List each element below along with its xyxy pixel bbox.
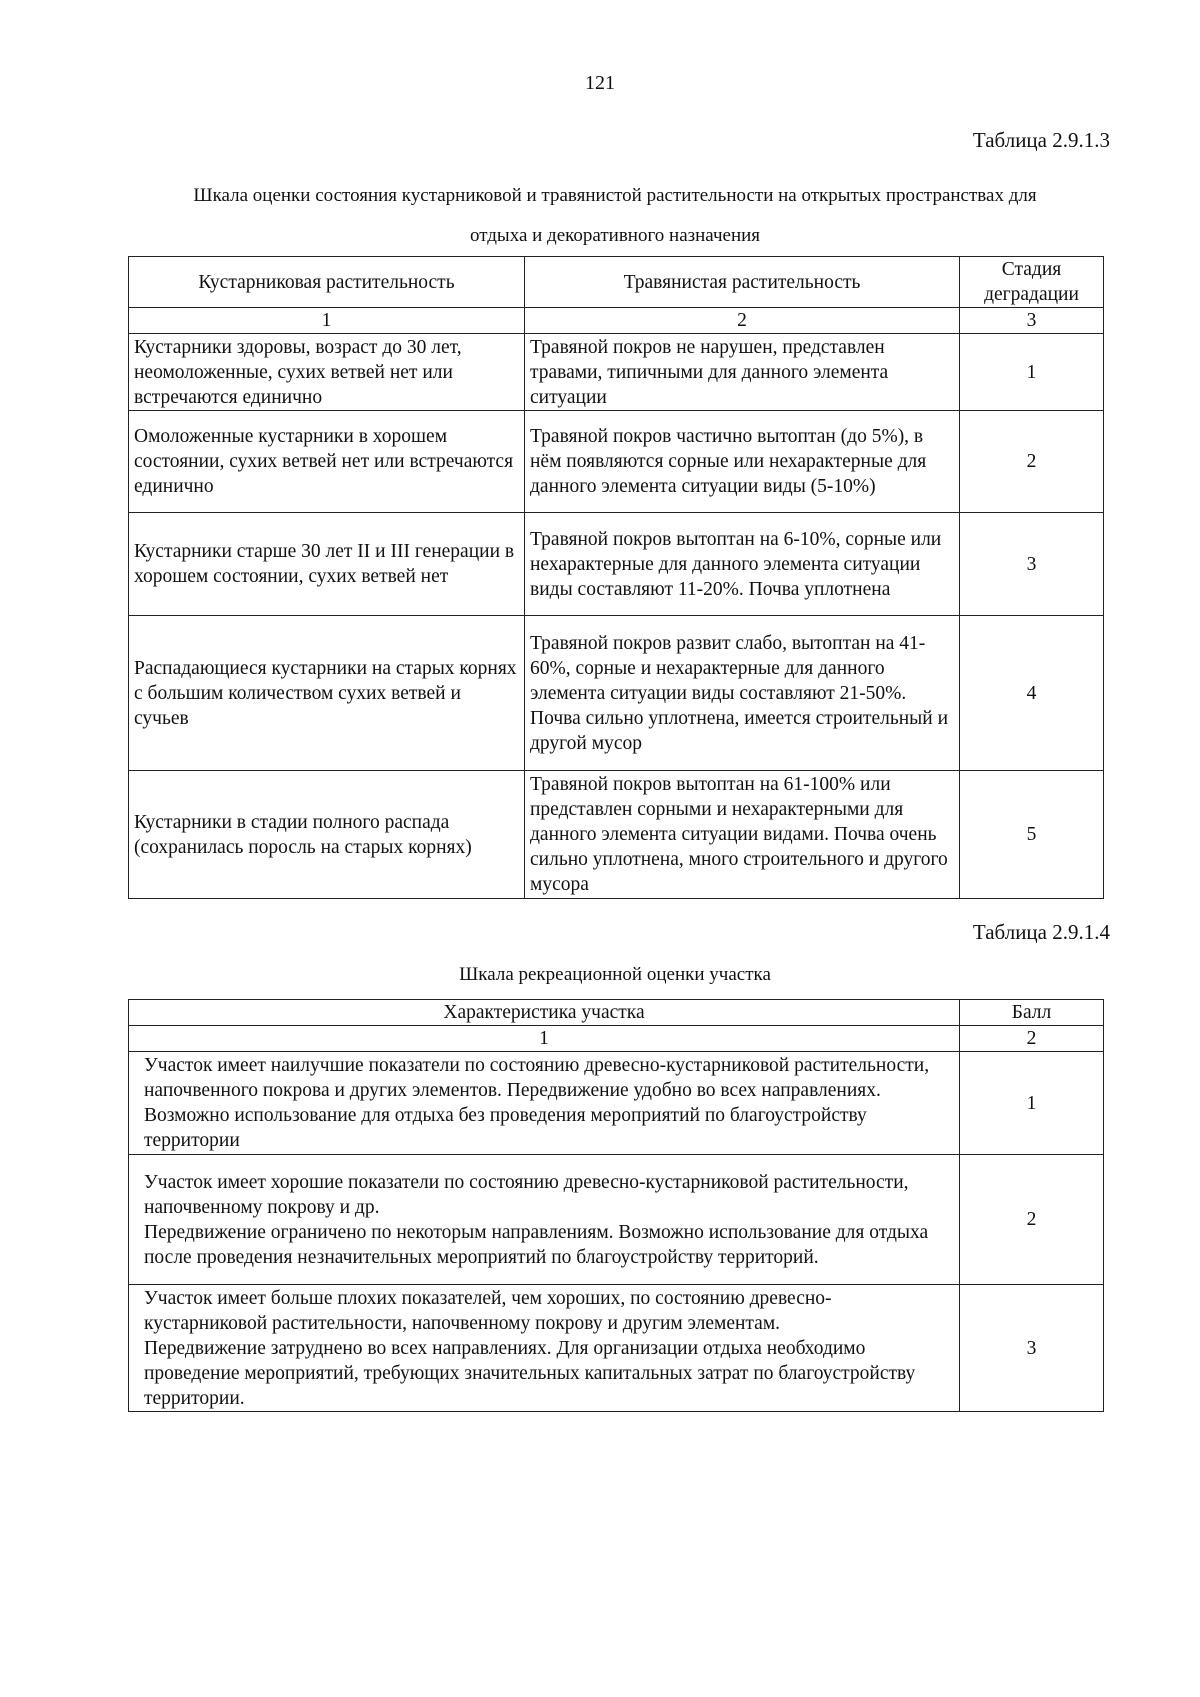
table2-colnum-2: 2 xyxy=(960,1026,1104,1052)
score-cell: 2 xyxy=(960,1155,1104,1285)
score-cell: 1 xyxy=(960,1052,1104,1155)
grass-cell xyxy=(525,616,960,771)
shrub-cell: Кустарники в стадии полного распада (сохранилась поросль на старых корнях) xyxy=(129,771,525,899)
grass-cell: Травяной покров вытоптан на 6-10%, сорные или нехарактерные для данного элемента ситуации виды составляют 11-20%. Почва уплотнена xyxy=(525,513,960,616)
stage-cell: 5 xyxy=(960,771,1104,899)
table2-number-row xyxy=(129,1026,1104,1052)
table2-header-row xyxy=(129,1000,1104,1026)
table2 xyxy=(128,999,1104,1412)
shrub-cell: Распадающиеся кустарники на старых корнях с большим количеством сухих ветвей и сучьев xyxy=(129,616,525,771)
characteristic-text-extra: Передвижение затруднено во всех направлениях. Для организации отдыха необходимо проведение мероприятий, требующих значительных капитальных затрат по благоустройству территории. xyxy=(144,1337,916,1409)
shrub-cell: Омоложенные кустарники в хорошем состоянии, сухих ветвей нет или встречаются единично xyxy=(129,411,525,513)
stage-cell: 4 xyxy=(960,616,1104,771)
table2-header-score: Балл xyxy=(960,1000,1104,1026)
stage-cell: 1 xyxy=(960,334,1104,411)
characteristic-text-extra: Передвижение ограничено по некоторым направлениям. Возможно использование для отдыха после проведения незначительных мероприятий по благоустройству территорий. xyxy=(144,1221,929,1268)
grass-cell: Травяной покров вытоптан на 61-100% или представлен сорными и нехарактерными для данного элемента ситуации видами. Почва очень сильно уплотнена, много строительного и другого мусора xyxy=(525,771,960,899)
shrub-cell: Кустарники старше 30 лет II и III генерации в хорошем состоянии, сухих ветвей нет xyxy=(129,513,525,616)
grass-text: Травяной покров развит слабо, вытоптан на 41-60%, сорные и нехарактерные для данного элемента ситуации виды составляют 21-50%. xyxy=(530,632,926,704)
table1-colnum-1: 1 xyxy=(129,308,525,334)
table2-label: Таблица 2.9.1.4 xyxy=(972,920,1110,944)
table2-colnum-1: 1 xyxy=(129,1026,960,1052)
table1-row xyxy=(129,411,1104,513)
table2-header-characteristic: Характеристика участка xyxy=(129,1000,960,1026)
table1-title xyxy=(0,176,1200,256)
characteristic-cell xyxy=(129,1285,960,1412)
table1-number-row xyxy=(129,308,1104,334)
shrub-cell: Кустарники здоровы, возраст до 30 лет, неомоложенные, сухих ветвей нет или встречаются единично xyxy=(129,334,525,411)
table2-row xyxy=(129,1052,1104,1155)
characteristic-cell xyxy=(129,1155,960,1285)
characteristic-text: Участок имеет больше плохих показателей, чем хороших, по состоянию древесно-кустарниковой растительности, напочвенному покрову и другим элементам. xyxy=(144,1287,832,1334)
table1-row xyxy=(129,513,1104,616)
characteristic-cell: Участок имеет наилучшие показатели по состоянию древесно-кустарниковой растительности, напочвенного покрова и других элементов. Передвижение удобно во всех направлениях. Возможно использование для отдыха без проведения мероприятий по благоустройству территории xyxy=(129,1052,960,1155)
table2-title: Шкала рекреационной оценки участка xyxy=(459,964,771,985)
table1-colnum-2: 2 xyxy=(525,308,960,334)
table1-header-row xyxy=(129,257,1104,308)
table1-row xyxy=(129,334,1104,411)
table1-header-shrub: Кустарниковая растительность xyxy=(129,257,525,308)
table1-label: Таблица 2.9.1.3 xyxy=(972,128,1110,152)
table1-title-line2: отдыха и декоративного назначения xyxy=(469,225,761,246)
table1 xyxy=(128,256,1104,899)
table1-header-stage: Стадия деградации xyxy=(960,257,1104,308)
table1-row xyxy=(129,616,1104,771)
stage-cell: 3 xyxy=(960,513,1104,616)
grass-cell: Травяной покров частично вытоптан (до 5%), в нём появляются сорные или нехарактерные для данного элемента ситуации виды (5-10%) xyxy=(525,411,960,513)
table1-header-grass: Травянистая растительность xyxy=(525,257,960,308)
score-cell: 3 xyxy=(960,1285,1104,1412)
stage-cell: 2 xyxy=(960,411,1104,513)
characteristic-text: Участок имеет хорошие показатели по состоянию древесно-кустарниковой растительности, напочвенному покрову и др. xyxy=(144,1171,909,1218)
table1-title-line1: Шкала оценки состояния кустарниковой и травянистой растительности на открытых пространствах для xyxy=(193,185,1037,206)
table1-colnum-3: 3 xyxy=(960,308,1104,334)
grass-cell: Травяной покров не нарушен, представлен травами, типичными для данного элемента ситуации xyxy=(525,334,960,411)
table1-row xyxy=(129,771,1104,899)
page-number: 121 xyxy=(585,72,615,94)
table2-row xyxy=(129,1155,1104,1285)
table2-row xyxy=(129,1285,1104,1412)
grass-text-extra: Почва сильно уплотнена, имеется строительный и другой мусор xyxy=(530,707,949,754)
